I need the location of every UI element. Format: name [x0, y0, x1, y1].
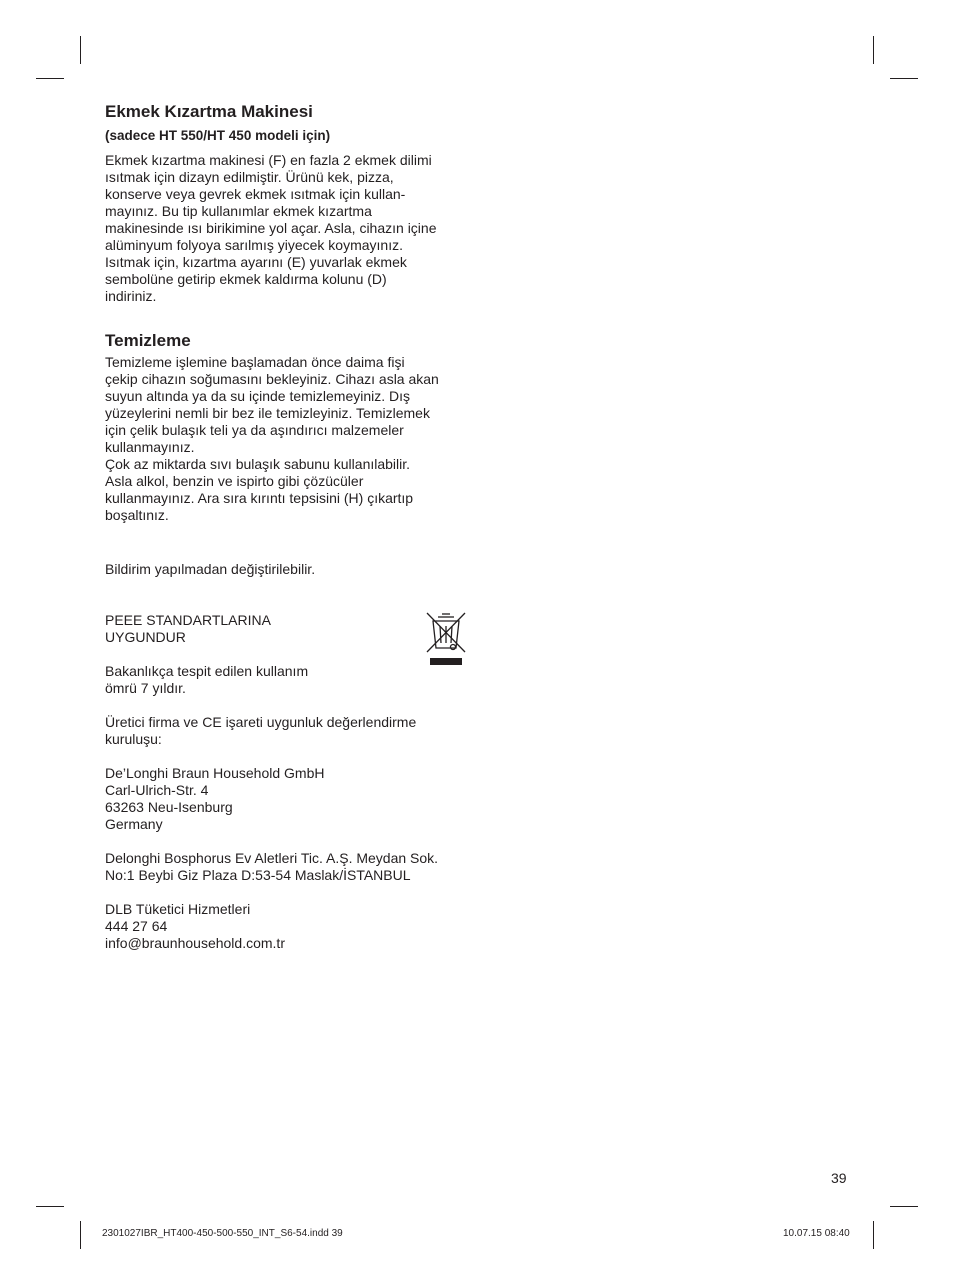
compliance-statement: PEEE STANDARTLARINA UYGUNDUR [105, 612, 271, 645]
manufacturer-intro: Üretici firma ve CE işareti uygunluk değerlendirme kuruluşu: [105, 714, 417, 747]
crop-mark-bottom-right-vertical [873, 1221, 874, 1249]
main-column [105, 102, 470, 524]
crop-mark-top-right-vertical [873, 36, 874, 64]
page-number: 39 [831, 1170, 847, 1186]
change-notice: Bildirim yapılmadan değiştirilebilir. [105, 561, 316, 577]
cleaning-heading: Temizleme [105, 331, 191, 350]
crop-mark-bottom-left-vertical [80, 1221, 81, 1249]
cleaning-paragraph: Temizleme işlemine başlamadan önce daima fişi çekip cihazın soğumasını bekleyiniz. Cihazı asla akan suyun altında ya da su içinde temizlemeyiniz. Dış yüzeylerini nemli bir bez ile temizleyiniz. Temizlemek için çelik bulaşık teli ya da aşındırıcı malzemeler kullanmayınız. Çok az miktarda sıvı bulaşık sabunu kullanılabilir. Asla alkol, benzin ve ispirto gibi çözücüler kullanmayınız. Ara sıra kırıntı tepsisini (H) çıkartıp boşaltınız. [105, 354, 439, 523]
usage-lifetime: Bakanlıkça tespit edilen kullanım ömrü 7 yıldır. [105, 663, 309, 696]
customer-service: DLB Tüketici Hizmetleri 444 27 64 info@braunhousehold.com.tr [105, 901, 285, 951]
toaster-paragraph: Ekmek kızartma makinesi (F) en fazla 2 ekmek dilimi ısıtmak için dizayn edilmiştir. Ürünü kek, pizza, konserve veya gevrek ekmek ısıtmak için kullan- mayınız. Bu tip kullanımlar ekmek kızartma makinesinde ısı birikimine yol açar. Asla, cihazın içine alüminyum folyoya sarılmış yiyecek koymayınız. Isıtmak için, kızartma ayarını (E) yuvarlak ekmek sembolüne getirip ekmek kaldırma kolunu (D) indiriniz. [105, 152, 437, 304]
crop-mark-top-left-horizontal [36, 78, 64, 79]
toaster-heading: Ekmek Kızartma Makinesi [105, 102, 313, 121]
footer-date-time: 10.07.15 08:40 [783, 1228, 850, 1239]
manufacturer-address: De’Longhi Braun Household GmbH Carl-Ulrich-Str. 4 63263 Neu-Isenburg Germany [105, 765, 325, 832]
crop-mark-top-right-horizontal [890, 78, 918, 79]
crop-mark-top-left-vertical [80, 36, 81, 64]
footer-file-info: 2301027IBR_HT400-450-500-550_INT_S6-54.indd 39 [102, 1228, 343, 1239]
crossed-out-wheelie-bin-icon [426, 612, 466, 668]
crop-mark-bottom-right-horizontal [890, 1206, 918, 1207]
crop-mark-bottom-left-horizontal [36, 1206, 64, 1207]
importer-address: Delonghi Bosphorus Ev Aletleri Tic. A.Ş. Meydan Sok. No:1 Beybi Giz Plaza D:53-54 Maslak/İSTANBUL [105, 850, 439, 883]
toaster-subheading: (sadece HT 550/HT 450 modeli için) [105, 128, 331, 143]
